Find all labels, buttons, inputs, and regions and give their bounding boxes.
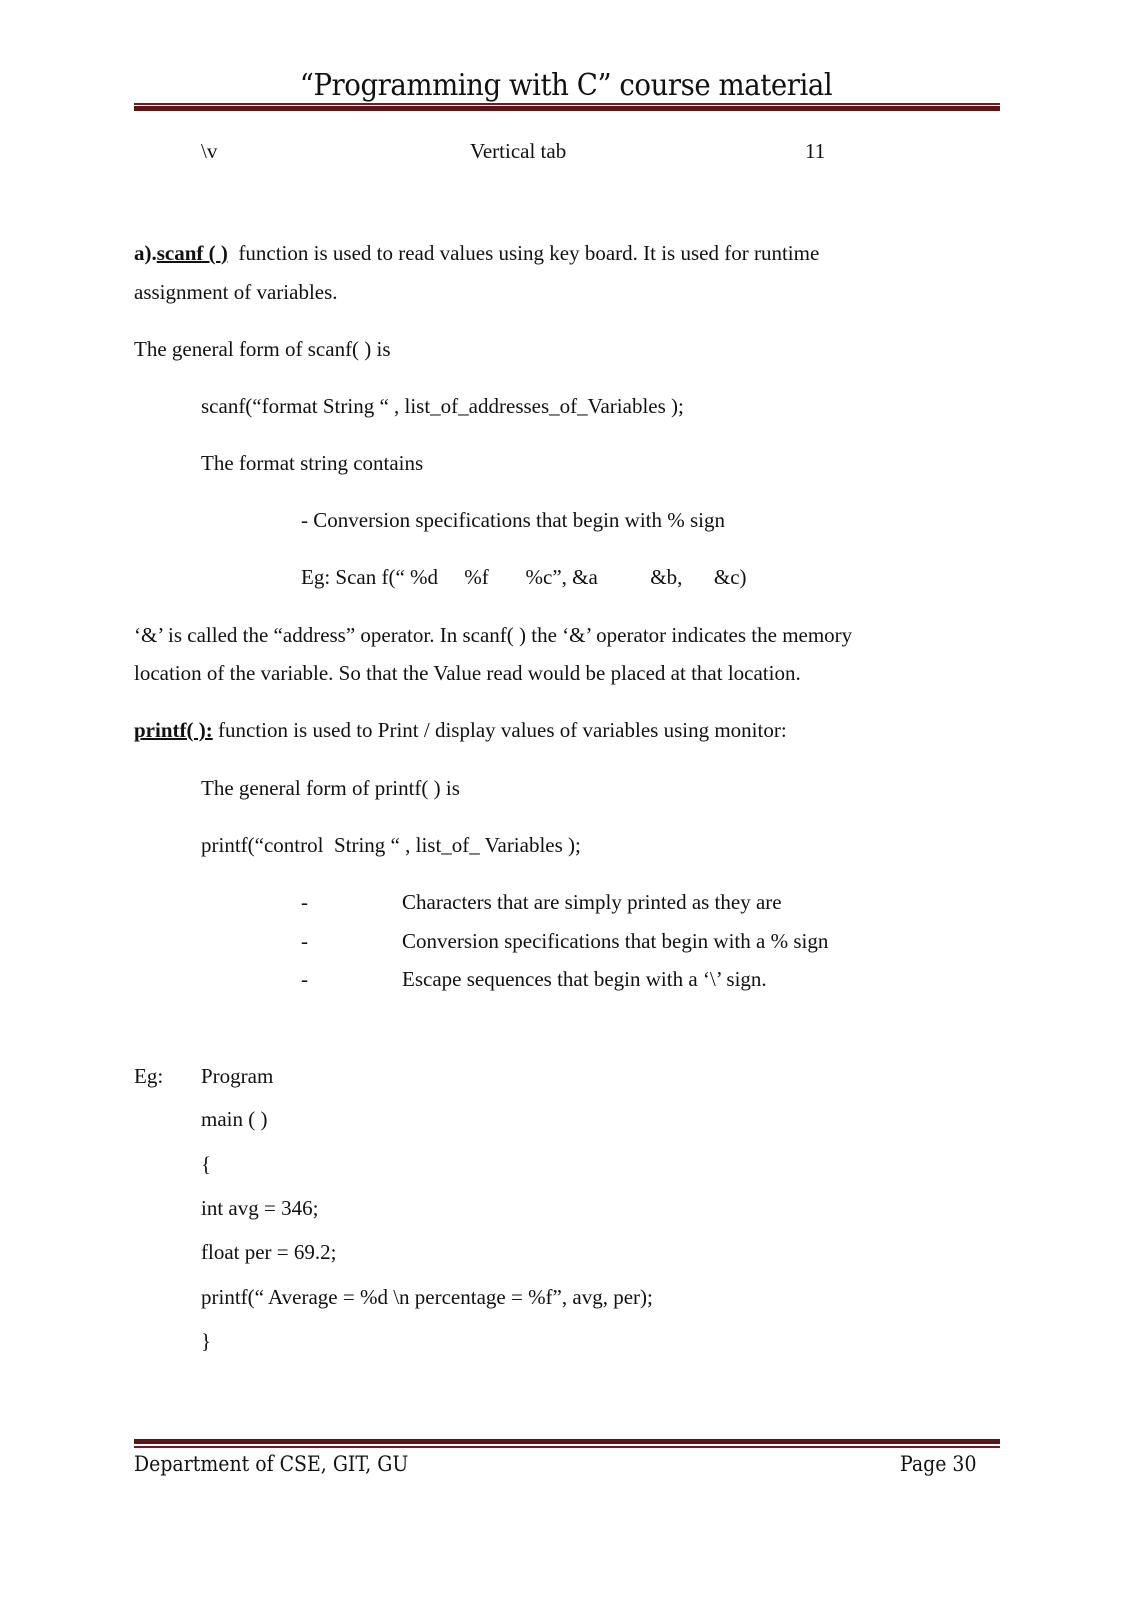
address-line2: location of the variable. So that the Value read would be placed at that location. [134, 661, 801, 685]
code-line: main ( ) [201, 1107, 268, 1131]
escape-meaning: Vertical tab [470, 139, 567, 163]
printf-intro-text: function is used to Print / display values of variables using monitor: [212, 718, 787, 742]
header-rule-thick [134, 106, 1000, 111]
escape-code: \v [201, 139, 218, 163]
example-label: Eg: [134, 1064, 164, 1088]
code-line: } [201, 1329, 212, 1353]
bullet-dash: - [301, 967, 308, 991]
scanf-general-form: The general form of scanf( ) is [134, 337, 391, 361]
footer-department: Department of CSE, GIT, GU [134, 1452, 409, 1476]
scanf-intro-line2: assignment of variables. [134, 280, 338, 304]
scanf-intro-text: function is used to read values using key board. It is used for runtime [227, 241, 820, 265]
bullet-text: Escape sequences that begin with a ‘\’ sign. [402, 967, 767, 991]
scanf-heading: scanf ( ) [156, 241, 228, 265]
printf-syntax: printf(“control String “ , list_of_ Variables ); [201, 833, 581, 857]
code-line: printf(“ Average = %d \n percentage = %f”, avg, per); [201, 1285, 653, 1309]
bullet-text: Conversion specifications that begin with a % sign [402, 929, 829, 953]
escape-value: 11 [805, 139, 826, 163]
printf-general-form: The general form of printf( ) is [201, 776, 460, 800]
address-line1: ‘&’ is called the “address” operator. In scanf( ) the ‘&’ operator indicates the memory [134, 623, 853, 647]
scanf-intro-line [134, 241, 819, 265]
page-header-title: “Programming with C” course material [299, 68, 833, 103]
code-line: float per = 69.2; [201, 1240, 337, 1264]
printf-intro-line [134, 718, 787, 742]
code-line: int avg = 346; [201, 1196, 319, 1220]
footer-page-number: Page 30 [900, 1452, 977, 1476]
footer-rule-thin [134, 1446, 1000, 1448]
code-line: { [201, 1152, 212, 1176]
bullet-dash: - [301, 929, 308, 953]
scanf-syntax: scanf(“format String “ , list_of_addresses_of_Variables ); [201, 394, 684, 418]
bullet-dash: - [301, 890, 308, 914]
scanf-example: Eg: Scan f(“ %d %f %c”, &a &b, &c) [301, 565, 747, 589]
code-line: Program [201, 1064, 274, 1088]
bullet-text: Characters that are simply printed as they are [402, 890, 782, 914]
format-contains: The format string contains [201, 451, 424, 475]
printf-heading: printf( ): [134, 718, 213, 742]
scanf-bullet: - Conversion specifications that begin with % sign [301, 508, 726, 532]
footer-rule-thick [134, 1439, 1000, 1444]
scanf-prefix: a). [134, 241, 157, 265]
header-rule-thin [134, 103, 1000, 105]
